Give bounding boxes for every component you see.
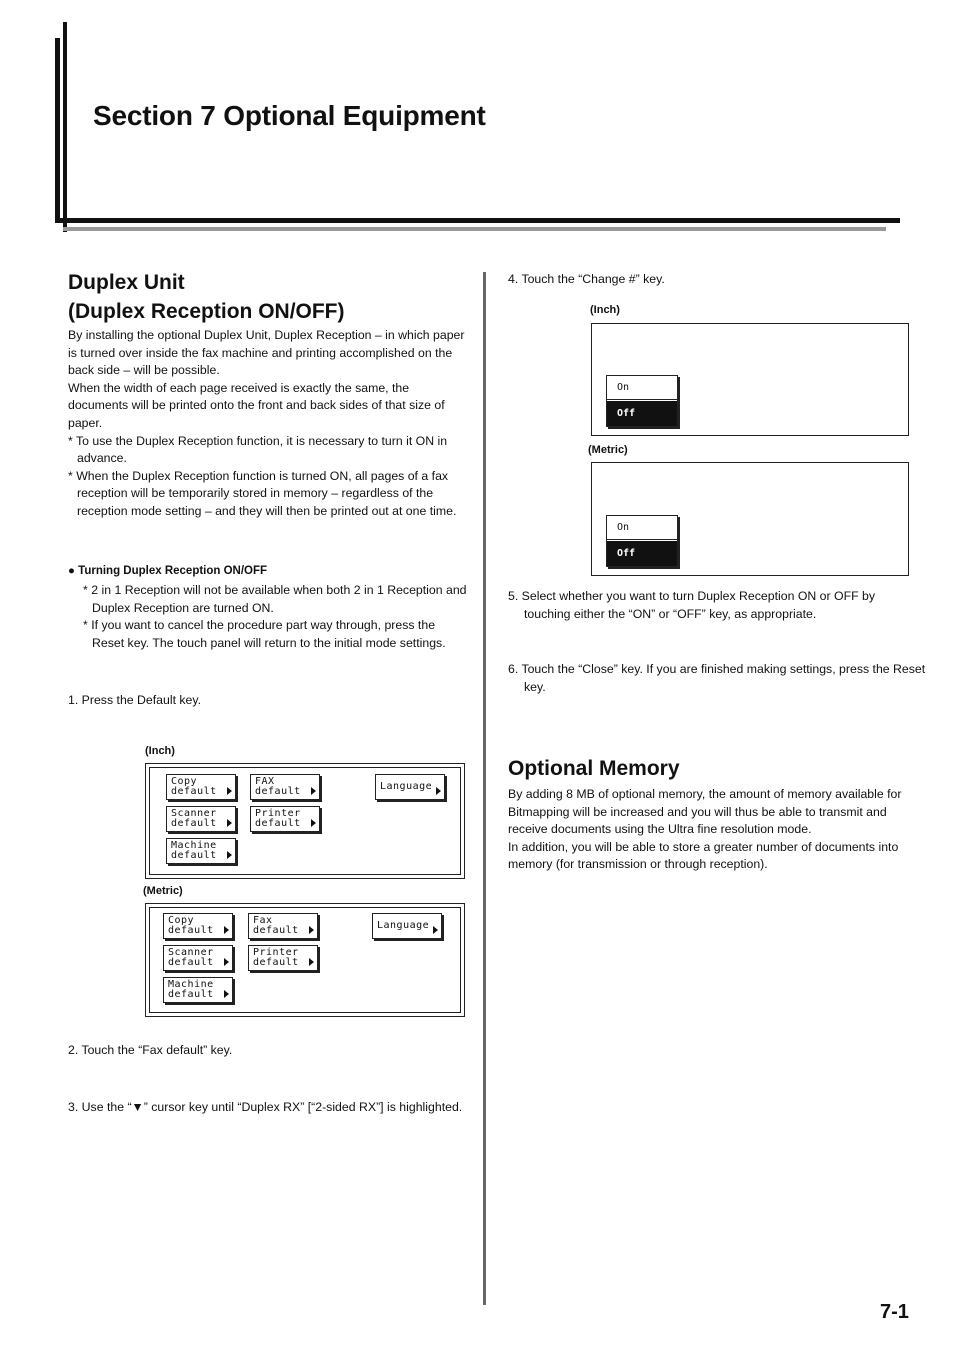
key-line: FAX	[255, 776, 275, 787]
header-rule-horizontal-gray	[63, 227, 886, 231]
scanner-default-key[interactable]	[163, 945, 233, 971]
key-line: default	[168, 925, 214, 936]
key-line: default	[171, 818, 217, 829]
toggle-panel-metric	[591, 462, 909, 576]
bullet-dot-icon: ●	[68, 565, 75, 577]
label-inch: (Inch)	[145, 745, 175, 757]
fax-default-key[interactable]	[250, 774, 320, 800]
header-rule-horizontal-dark	[55, 218, 900, 223]
key-line: Copy	[168, 915, 195, 926]
duplex-intro	[68, 327, 468, 521]
duplex-intro-para: When the width of each page received is exactly the same, the documents will be printed onto the front and back sides of that size of paper.	[68, 380, 445, 430]
key-line: default	[255, 786, 301, 797]
off-key[interactable]: Off	[607, 401, 677, 426]
memory-para: By adding 8 MB of optional memory, the amount of memory available for Bitmapping will be increased and you will thus be able to transmit and receive documents using the Ultra fine resolution mode.	[508, 787, 902, 837]
header-rule-vertical-inner	[55, 38, 60, 220]
key-line: Printer	[255, 808, 301, 819]
arrow-right-icon	[227, 851, 232, 859]
label-inch: (Inch)	[590, 304, 620, 316]
key-line: Scanner	[168, 947, 214, 958]
arrow-right-icon	[311, 819, 316, 827]
key-line: Machine	[171, 840, 217, 851]
key-line: default	[168, 989, 214, 1000]
duplex-note: * When the Duplex Reception function is turned ON, all pages of a fax reception will be temporarily stored in memory – regardless of the reception mode setting – and they will then be printed out at one time.	[68, 468, 457, 518]
key-line: Language	[380, 781, 433, 792]
machine-default-key[interactable]	[166, 838, 236, 864]
step-3: 3. Use the “▼” cursor key until “Duplex RX” [“2-sided RX”] is highlighted.	[68, 1100, 463, 1114]
key-line: default	[255, 818, 301, 829]
memory-para: In addition, you will be able to store a greater number of documents into memory (for transmission or through reception).	[508, 839, 899, 872]
scanner-default-key[interactable]	[166, 806, 236, 832]
key-line: Scanner	[171, 808, 217, 819]
procedure-title-text: Turning Duplex Reception ON/OFF	[78, 565, 268, 577]
key-line: default	[171, 786, 217, 797]
printer-default-key[interactable]	[250, 806, 320, 832]
key-line: Fax	[253, 915, 273, 926]
key-line: Machine	[168, 979, 214, 990]
on-off-toggle	[606, 375, 678, 427]
key-line: default	[253, 957, 299, 968]
arrow-right-icon	[224, 926, 229, 934]
arrow-right-icon	[433, 926, 438, 934]
step-4: 4. Touch the “Change #” key.	[508, 272, 665, 286]
arrow-right-icon	[224, 958, 229, 966]
label-metric: (Metric)	[143, 885, 183, 897]
arrow-right-icon	[311, 787, 316, 795]
key-line: Language	[377, 920, 430, 931]
procedure-title	[68, 565, 267, 577]
key-line: default	[171, 850, 217, 861]
duplex-heading-line2: (Duplex Reception ON/OFF)	[68, 300, 345, 323]
header-rule-vertical-outer	[63, 22, 67, 232]
copy-default-key[interactable]	[166, 774, 236, 800]
duplex-heading	[68, 268, 345, 326]
key-line: Copy	[171, 776, 198, 787]
key-line: default	[253, 925, 299, 936]
duplex-heading-line1: Duplex Unit	[68, 271, 185, 294]
arrow-right-icon	[227, 787, 232, 795]
arrow-right-icon	[309, 926, 314, 934]
step-1: 1. Press the Default key.	[68, 693, 202, 707]
off-key[interactable]: Off	[607, 541, 677, 566]
arrow-right-icon	[436, 787, 441, 795]
memory-body	[508, 786, 908, 874]
arrow-right-icon	[227, 819, 232, 827]
duplex-note: * To use the Duplex Reception function, it is necessary to turn it ON in advance.	[68, 433, 448, 466]
machine-default-key[interactable]	[163, 977, 233, 1003]
procedure-note: * If you want to cancel the procedure part way through, press the Reset key. The touch panel will return to the initial mode settings.	[83, 618, 446, 650]
arrow-right-icon	[224, 990, 229, 998]
copy-default-key[interactable]	[163, 913, 233, 939]
column-divider	[483, 272, 486, 1305]
printer-default-key[interactable]	[248, 945, 318, 971]
procedure-notes	[83, 582, 468, 652]
memory-heading: Optional Memory	[508, 757, 680, 780]
fax-default-key[interactable]	[248, 913, 318, 939]
arrow-right-icon	[309, 958, 314, 966]
label-metric: (Metric)	[588, 444, 628, 456]
step-6: 6. Touch the “Close” key. If you are finished making settings, press the Reset key.	[508, 662, 926, 694]
toggle-panel-inch	[591, 323, 909, 436]
page-number: 7-1	[880, 1301, 909, 1323]
default-panel-metric	[145, 903, 465, 1017]
on-key[interactable]: On	[607, 516, 677, 540]
duplex-intro-para: By installing the optional Duplex Unit, Duplex Reception – in which paper is turned over inside the fax machine and printing accomplished on the back side – will be possible.	[68, 328, 465, 378]
language-key[interactable]	[372, 913, 442, 939]
procedure-note: * 2 in 1 Reception will not be available when both 2 in 1 Reception and Duplex Reception are turned ON.	[83, 583, 467, 615]
key-line: Printer	[253, 947, 299, 958]
key-line: default	[168, 957, 214, 968]
default-panel-inch	[145, 763, 465, 879]
on-off-toggle	[606, 515, 678, 567]
on-key[interactable]: On	[607, 376, 677, 400]
section-title: Section 7 Optional Equipment	[93, 100, 486, 131]
step-2: 2. Touch the “Fax default” key.	[68, 1043, 233, 1057]
language-key[interactable]	[375, 774, 445, 800]
step-5: 5. Select whether you want to turn Duplex Reception ON or OFF by touching either the “ON” or “OFF” key, as appropriate.	[508, 589, 876, 621]
